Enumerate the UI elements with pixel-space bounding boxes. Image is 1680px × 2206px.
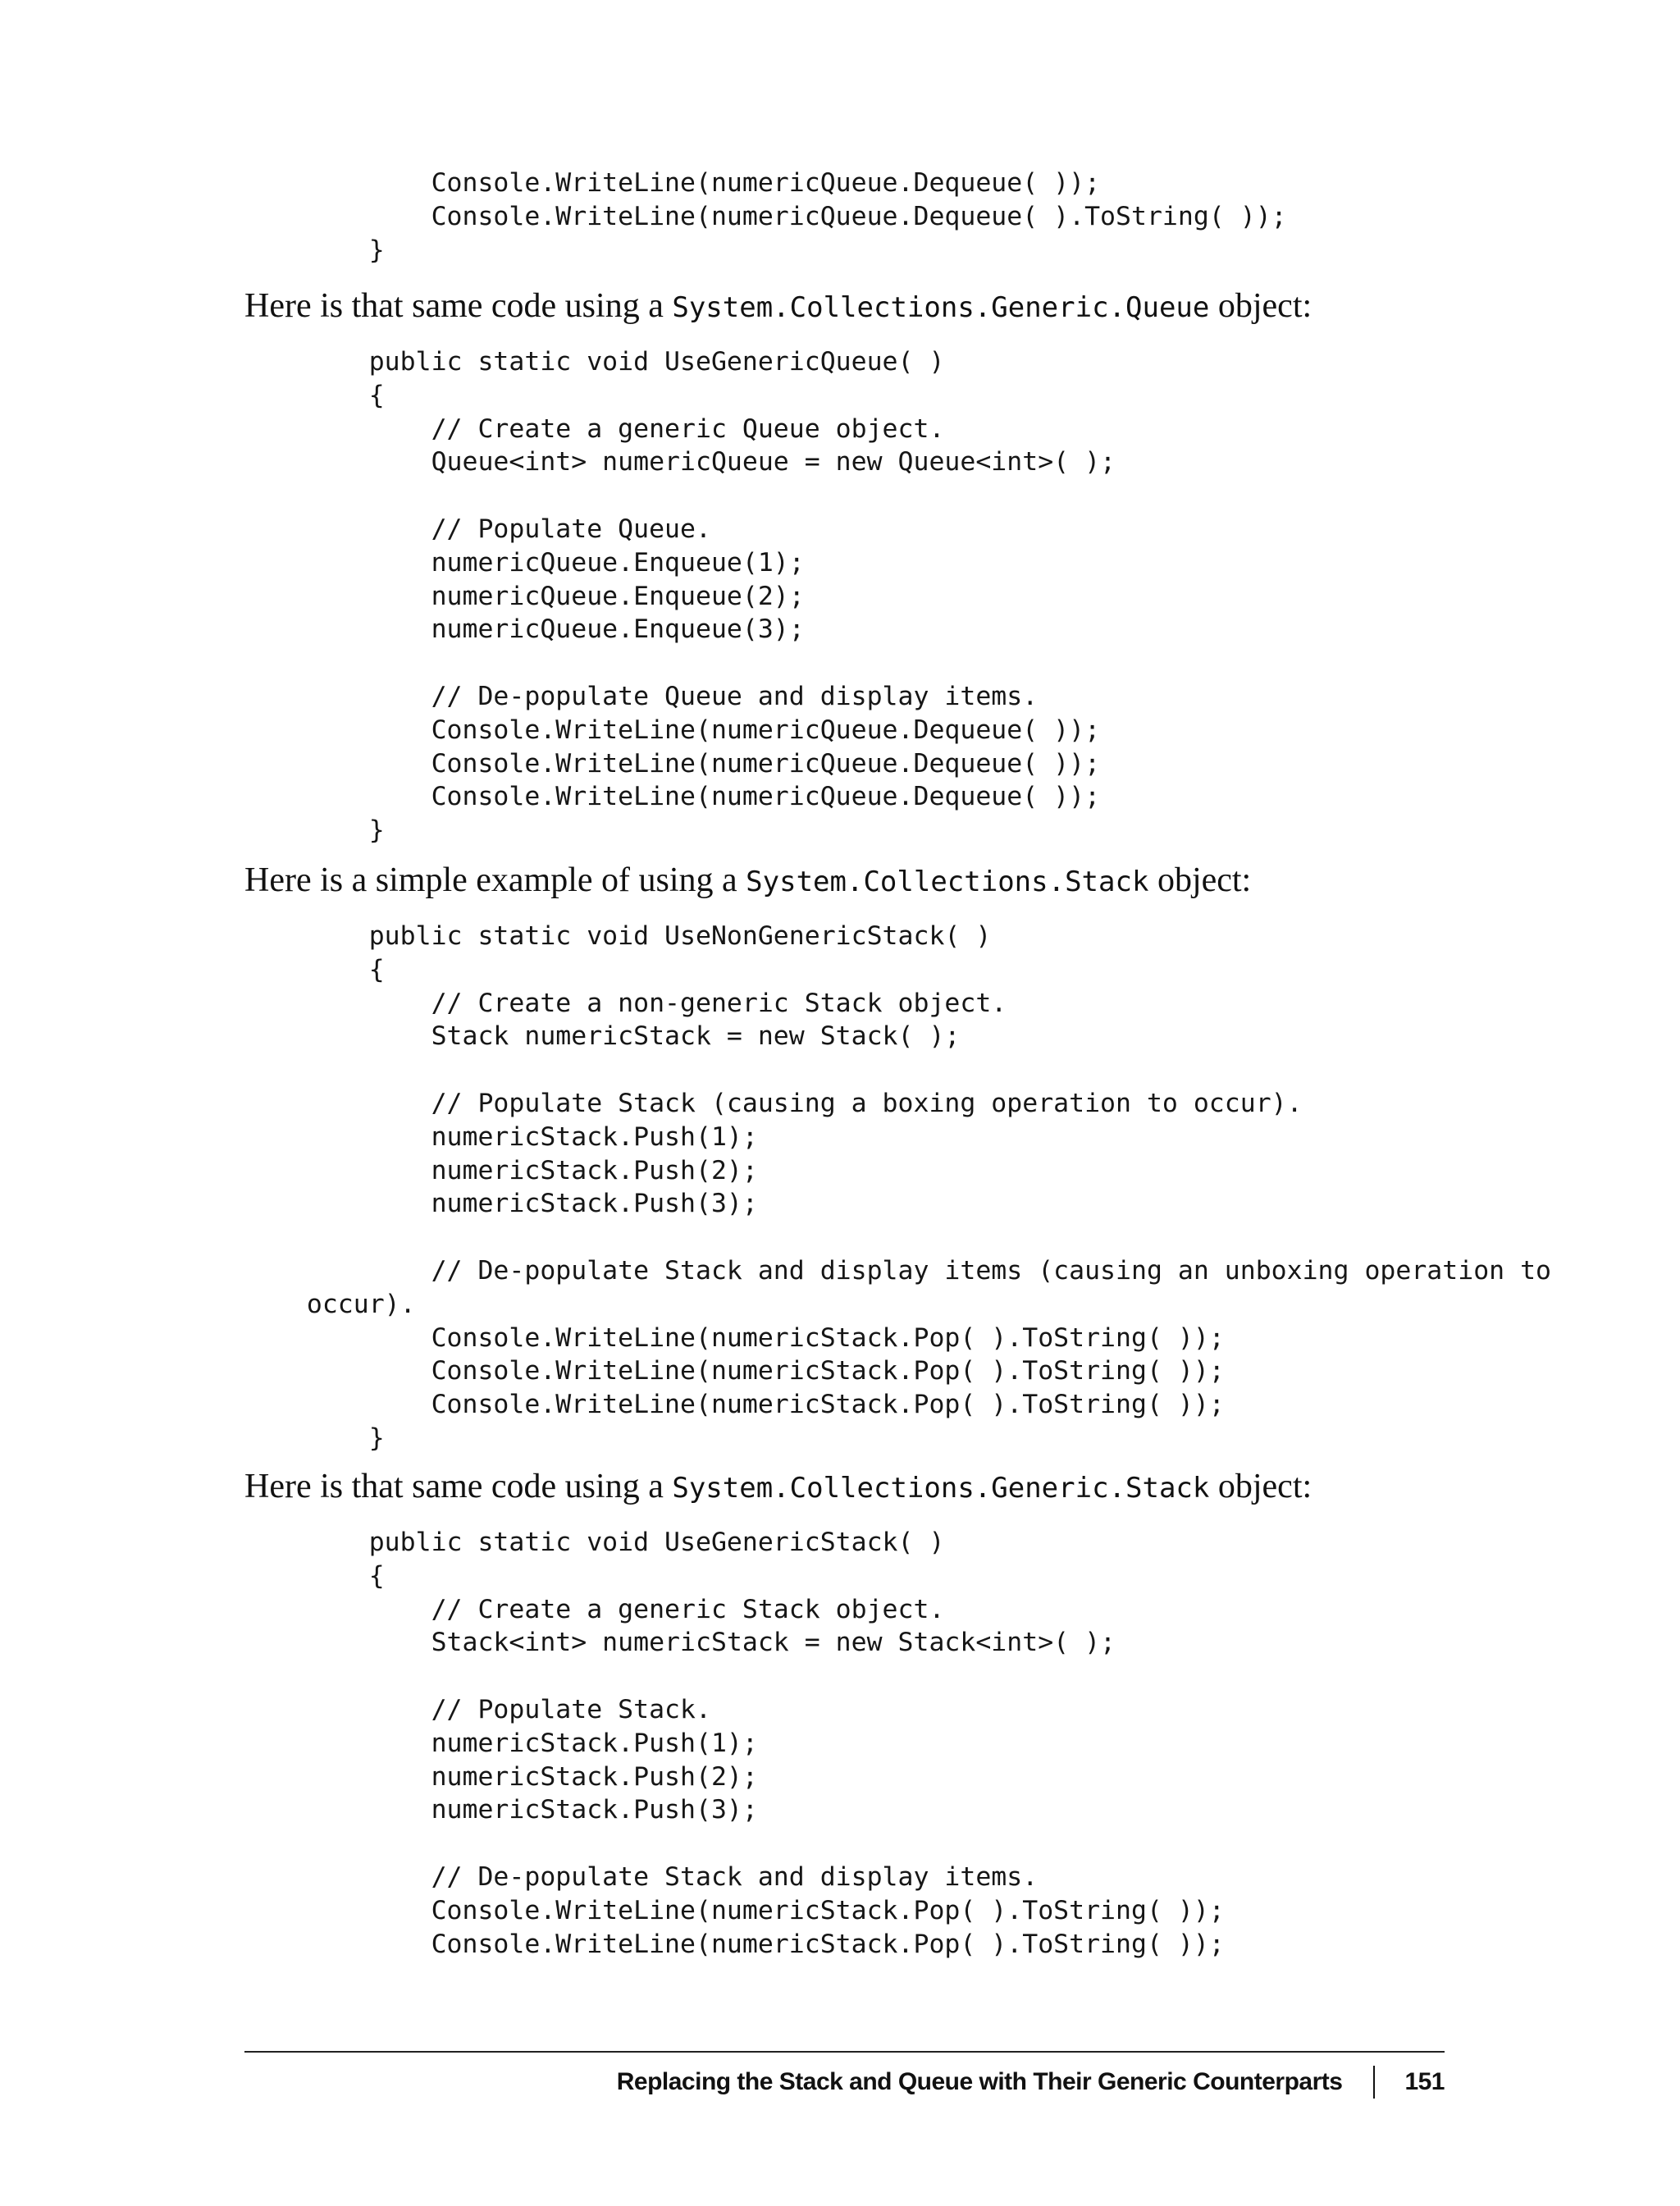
paragraph-text: Here is that same code using a	[244, 1468, 673, 1505]
footer-section-title: Replacing the Stack and Queue with Their Generic Counterparts	[616, 2068, 1343, 2095]
inline-code: System.Collections.Stack	[746, 866, 1149, 898]
paragraph-text: Here is that same code using a	[244, 287, 673, 325]
code-block-queue-end: Console.WriteLine(numericQueue.Dequeue( )); Console.WriteLine(numericQueue.Dequeue( ).ToString( )); }	[368, 168, 1287, 265]
code-block-generic-stack: public static void UseGenericStack( ) { // Create a generic Stack object. Stack<int> numericStack = new Stack<int>( ); // Populate Stack. numericStack.Push(1); numericStack.Push(2); numericStack.Push(3); // De-populate Stack and display items. Console.WriteLine(numericStack.Pop( ).ToString( )); Console.WriteLine(numericStack.Pop( ).ToString( ));	[368, 1528, 1225, 1959]
page-number: 151	[1404, 2068, 1445, 2095]
inline-code: System.Collections.Generic.Stack	[672, 1472, 1210, 1505]
paragraph-text: Here is a simple example of using a	[244, 861, 746, 899]
page-footer	[617, 2064, 1445, 2100]
footer-rule	[244, 2051, 1445, 2053]
paragraph-stack-intro	[244, 860, 1251, 902]
paragraph-text: object:	[1209, 1468, 1312, 1505]
code-block-nongeneric-stack: public static void UseNonGenericStack( ) { // Create a non-generic Stack object. Stack numericStack = new Stack( ); // Populate Stack (causing a boxing operation to occur). numericStack.Push(1); numericStack.Push(2); numericStack.Push(3); // De-populate Stack and display items (causing an unboxing operation to occur). Console.WriteLine(numericStack.Pop( ).ToString( )); Console.WriteLine(numericStack.Pop( ).ToString( )); Console.WriteLine(numericStack.Pop( ).ToString( )); }	[306, 921, 1552, 1453]
paragraph-generic-stack-intro	[244, 1466, 1312, 1509]
paragraph-text: object:	[1209, 287, 1312, 325]
code-block-generic-queue: public static void UseGenericQueue( ) { // Create a generic Queue object. Queue<int> numericQueue = new Queue<int>( ); // Populate Queue. numericQueue.Enqueue(1); numericQueue.Enqueue(2); numericQueue.Enqueue(3); // De-populate Queue and display items. Console.WriteLine(numericQueue.Dequeue( )); Console.WriteLine(numericQueue.Dequeue( )); Console.WriteLine(numericQueue.Dequeue( )); }	[368, 347, 1116, 846]
paragraph-text: object:	[1148, 861, 1252, 899]
footer-separator	[1373, 2066, 1375, 2099]
inline-code: System.Collections.Generic.Queue	[672, 291, 1210, 324]
paragraph-generic-queue-intro	[244, 285, 1312, 328]
